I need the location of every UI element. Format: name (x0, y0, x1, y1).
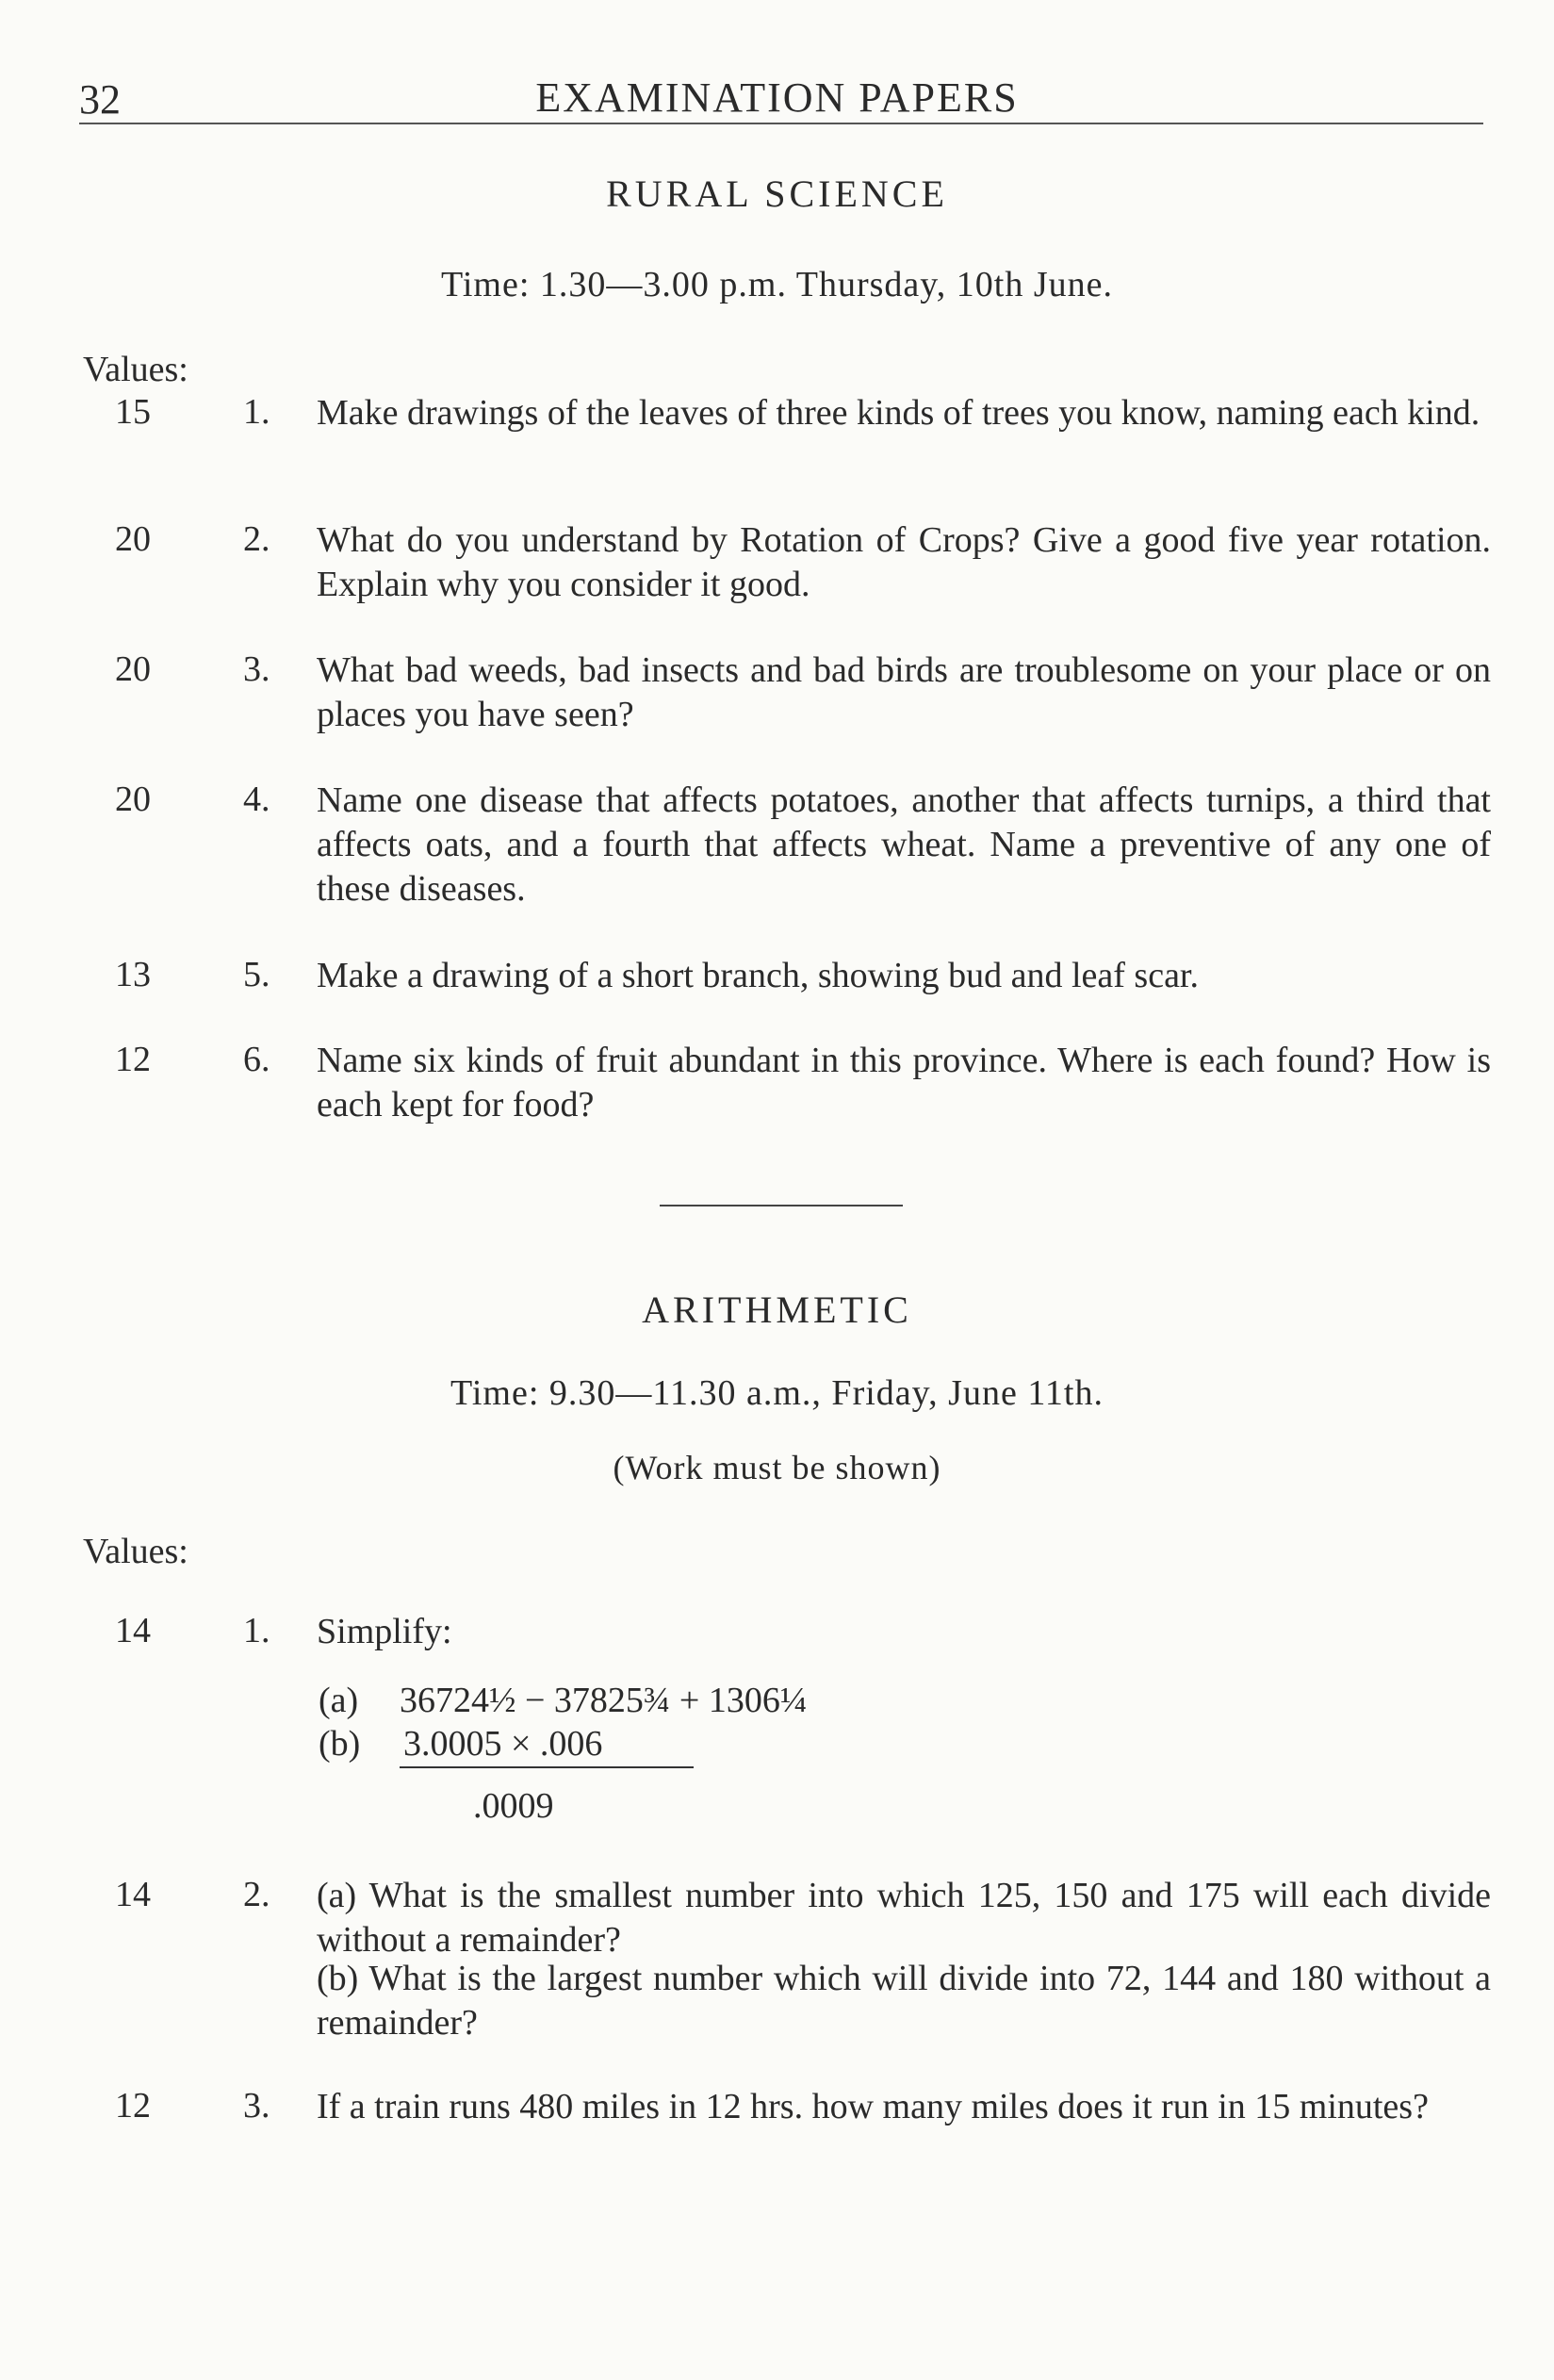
rural-science-values-label: Values: (83, 350, 188, 389)
question-value: 14 (115, 1611, 151, 1650)
q1-part-b-label: (b) (319, 1724, 361, 1764)
arithmetic-title: ARITHMETIC (642, 1288, 912, 1331)
question-number: 1. (243, 392, 270, 432)
question-text-part-a: (a) What is the smallest number into which 125, 150 and 175 will each divide without a remainder? (317, 1876, 1491, 1960)
fraction-bar (400, 1766, 694, 1768)
section-divider (660, 1205, 903, 1206)
question-value: 14 (115, 1875, 151, 1914)
question-value: 20 (115, 519, 151, 559)
question-text: Simplify: (317, 1612, 452, 1651)
question-number: 5. (243, 955, 270, 994)
question-text: Make a drawing of a short branch, showing bud and leaf scar. (317, 956, 1199, 995)
question-text: Make drawings of the leaves of three kinds of trees you know, naming each kind. (317, 393, 1480, 433)
page-number: 32 (79, 76, 121, 123)
arithmetic-time: Time: 9.30—11.30 a.m., Friday, June 11th. (450, 1373, 1104, 1413)
q1-part-a-expression: 36724½ − 37825¾ + 1306¼ (400, 1681, 808, 1720)
question-text: What bad weeds, bad insects and bad birds are troublesome on your place or on places you have seen? (317, 650, 1491, 734)
arithmetic-note: (Work must be shown) (613, 1449, 941, 1486)
question-number: 3. (243, 649, 270, 689)
rural-science-title: RURAL SCIENCE (606, 172, 948, 215)
question-number: 6. (243, 1040, 270, 1079)
question-number: 2. (243, 519, 270, 559)
running-head: EXAMINATION PAPERS (535, 74, 1019, 121)
arithmetic-values-label: Values: (83, 1532, 188, 1571)
question-number: 3. (243, 2086, 270, 2126)
q1-part-b-numerator: 3.0005 × .006 (403, 1724, 603, 1764)
question-value: 12 (115, 2086, 151, 2126)
question-value: 20 (115, 780, 151, 819)
question-value: 12 (115, 1040, 151, 1079)
question-text: Name one disease that affects potatoes, another that affects turnips, a third that affects oats, and a fourth that affects wheat. Name a preventive of any one of these diseases. (317, 780, 1491, 909)
rural-science-time: Time: 1.30—3.00 p.m. Thursday, 10th June. (440, 265, 1114, 304)
question-number: 4. (243, 780, 270, 819)
question-text: If a train runs 480 miles in 12 hrs. how many miles does it run in 15 minutes? (317, 2087, 1429, 2126)
question-text-part-b: (b) What is the largest number which will divide into 72, 144 and 180 without a remainder? (317, 1959, 1491, 2043)
question-number: 1. (243, 1611, 270, 1650)
question-text: What do you understand by Rotation of Crops? Give a good five year rotation. Explain why you consider it good. (317, 520, 1491, 604)
q1-part-b-denominator: .0009 (473, 1786, 554, 1826)
question-value: 13 (115, 955, 151, 994)
question-text: Name six kinds of fruit abundant in this province. Where is each found? How is each kept for food? (317, 1041, 1491, 1124)
question-value: 15 (115, 392, 151, 432)
question-number: 2. (243, 1875, 270, 1914)
question-value: 20 (115, 649, 151, 689)
q1-part-a-label: (a) (319, 1681, 359, 1720)
header-rule (79, 123, 1483, 124)
